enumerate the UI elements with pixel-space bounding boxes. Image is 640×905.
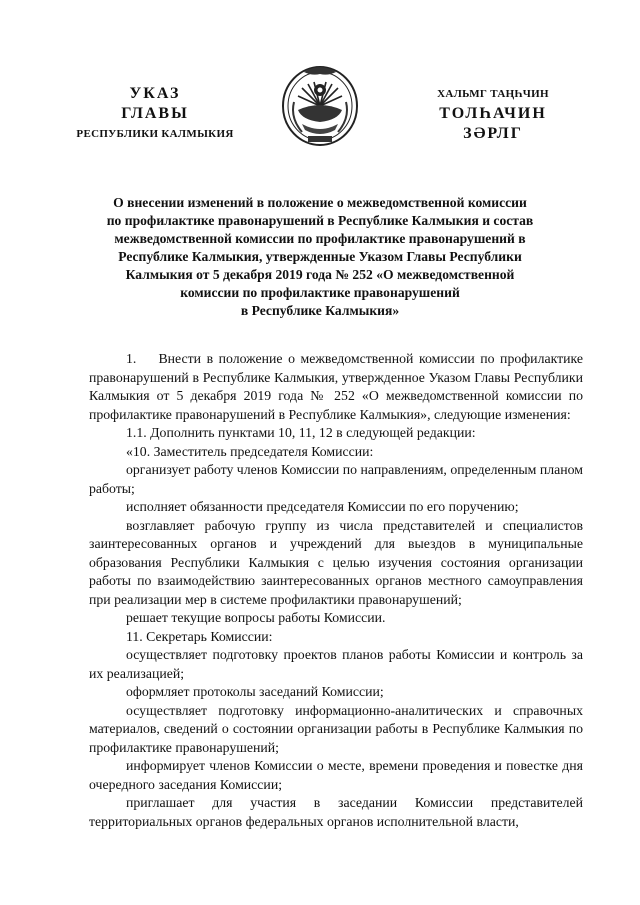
paragraph: возглавляет рабочую группу из числа представителей и специалистов заинтересованных органов и учреждений для выездов в муниципальные образования Республики Калмыкия с целью изучения состояния организации работы по взаимодействию заинтересованных органов местного самоуправления при реализации мер в системе профилактики правонарушений; — [89, 517, 583, 607]
title-line: Калмыкия от 5 декабря 2019 года № 252 «О межведомственной — [125, 267, 515, 282]
title-line: О внесении изменений в положение о межведомственной комиссии — [113, 195, 527, 210]
header-right-block — [378, 84, 608, 144]
document-title — [66, 194, 574, 320]
document-body — [89, 350, 583, 831]
header-left-head: ГЛАВЫ — [121, 105, 189, 122]
paragraph: исполняет обязанности председателя Комиссии по его поручению; — [126, 499, 519, 514]
paragraph-item-11-heading: 11. Секретарь Комиссии: — [126, 628, 273, 644]
paragraph: информирует членов Комиссии о месте, времени проведения и повестке дня очередного заседания Комиссии; — [89, 758, 583, 792]
title-line: комиссии по профилактике правонарушений — [180, 285, 460, 300]
paragraph: решает текущие вопросы работы Комиссии. — [126, 610, 386, 625]
paragraph: оформляет протоколы заседаний Комиссии; — [126, 684, 384, 699]
paragraph-item-1: 1. Внести в положение о межведомственной комиссии по профилактике правонарушений в Республике Калмыкия, утвержденное Указом Главы Республики Калмыкия от 5 декабря 2019 года № 252 «О межведомственной комиссии по профилактике правонарушений в Республике Калмыкия», следующие изменения: — [89, 351, 583, 422]
paragraph: приглашает для участия в заседании Комиссии представителей территориальных органов федеральных органов исполнительной власти, — [89, 795, 583, 829]
header-right-line3: ЗӘРЛГ — [463, 125, 523, 142]
paragraph: осуществляет подготовку проектов планов работы Комиссии и контроль за их реализацией; — [89, 647, 583, 681]
title-line: по профилактике правонарушений в Республике Калмыкия и состав — [106, 213, 534, 228]
paragraph: организует работу членов Комиссии по направлениям, определенным планом работы; — [89, 462, 583, 496]
header-right-line1: ХАЛЬМГ ТАҢҺЧИН — [437, 88, 549, 100]
paragraph-subitem-1-1: 1.1. Дополнить пунктами 10, 11, 12 в следующей редакции: — [126, 425, 476, 440]
title-line: в Республике Калмыкия» — [240, 303, 400, 318]
header-left-block — [40, 84, 270, 144]
header-left-republic: РЕСПУБЛИКИ КАЛМЫКИЯ — [76, 128, 234, 140]
title-line: межведомственной комиссии по профилактике правонарушений в — [114, 231, 526, 246]
title-line: Республике Калмыкия, утвержденные Указом Главы Республики — [118, 249, 522, 264]
paragraph: осуществляет подготовку информационно-аналитических и справочных материалов, сведений о состоянии организации работы в Республике Калмыкия по профилактике правонарушений; — [89, 702, 583, 755]
header-right-line2: ТОЛҺАЧИН — [439, 105, 547, 122]
republic-of-kalmykia-emblem-icon — [280, 62, 360, 148]
header-left-decree: УКАЗ — [129, 85, 181, 102]
paragraph-item-10-heading: «10. Заместитель председателя Комиссии: — [126, 443, 374, 459]
